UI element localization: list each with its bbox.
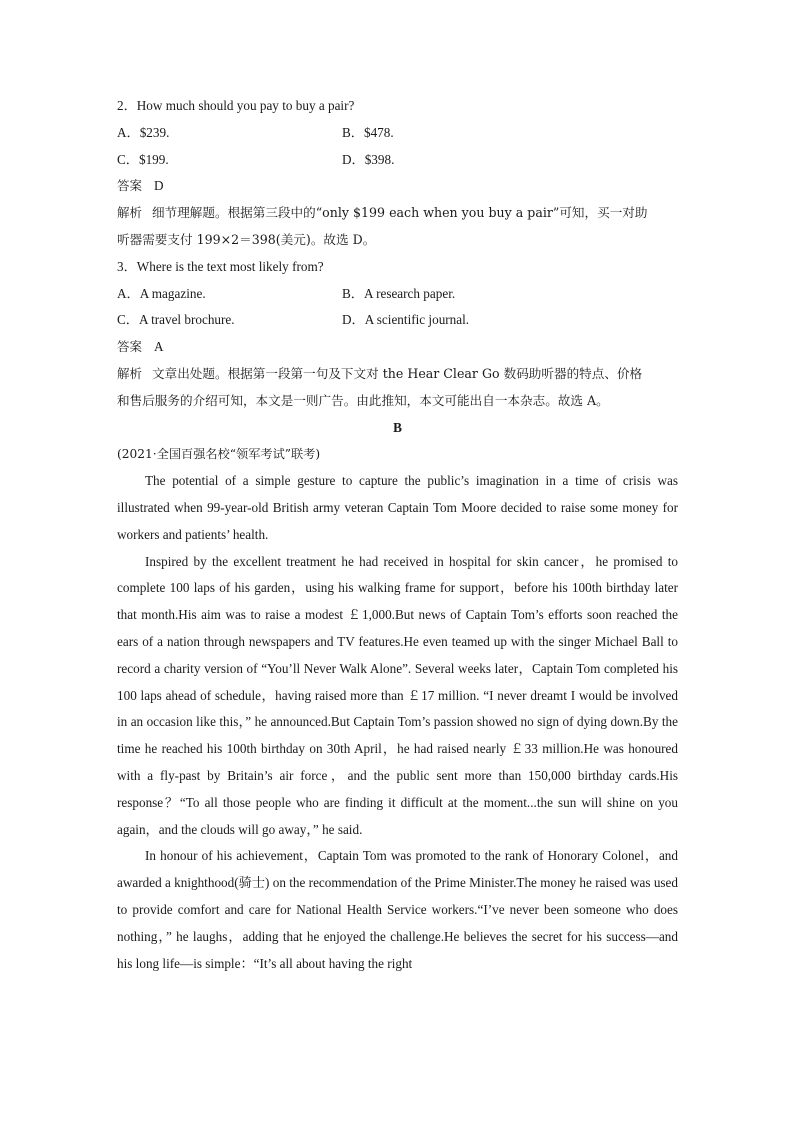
explanation-line <box>117 361 678 388</box>
source-note: (2021·全国百强名校“领军考试”联考) <box>117 447 321 462</box>
answer-value: A <box>154 339 164 355</box>
question-3-options-row-1 <box>117 281 678 308</box>
passage-paragraph-1: The potential of a simple gesture to capture the public’s imagination in a time of crisis was illustrated when 99-year-old British army veteran Captain Tom Moore decided to raise some money for workers and patients’ health. <box>117 473 678 542</box>
question-3-options-row-2 <box>117 307 678 334</box>
passage-paragraph-3: In honour of his achievement，Captain Tom was promoted to the rank of Honorary Colonel，and awarded a knighthood(骑士) on the recommendation of the Prime Minister.The money he raised was used to provide comfort and care for National Health Service workers.“I’ve never been someone who does nothing，” he laughs，adding that he enjoyed the challenge.He believes the secret for his success—and his long life—is simple：“It’s all about having the right <box>117 848 678 971</box>
explanation-text-continued: 和售后服务的介绍可知，本文是一则广告。由此推知，本文可能出自一本杂志。故选 A。 <box>117 392 609 408</box>
option-b: B．A research paper. <box>342 285 456 301</box>
option-a: A．$239. <box>117 124 170 140</box>
option-c: C．$199. <box>117 151 169 167</box>
answer-label: 答案 <box>117 339 143 355</box>
explanation-text: 文章出处题。根据第一段第一句及下文对 the Hear Clear Go 数码助听器的特点、价格 <box>152 365 643 381</box>
explanation-label: 解析 <box>117 205 143 221</box>
explanation-text-continued: 听器需要支付 199×2＝398(美元)。故选 D。 <box>117 231 376 247</box>
explanation-text: 细节理解题。根据第三段中的“only $199 each when you buy a pair”可知，买一对助 <box>152 205 648 221</box>
question-2-options-row-2 <box>117 147 678 174</box>
option-d: D．$398. <box>342 151 395 167</box>
option-c: C．A travel brochure. <box>117 312 235 328</box>
option-a: A．A magazine. <box>117 285 206 301</box>
answer-value: D <box>154 178 164 194</box>
option-d: D．A scientific journal. <box>342 312 470 328</box>
document-page <box>117 93 678 977</box>
answer-line <box>117 173 678 200</box>
answer-label: 答案 <box>117 178 143 194</box>
answer-line <box>117 334 678 361</box>
question-2: 2．How much should you pay to buy a pair? <box>117 98 355 113</box>
option-b: B．$478. <box>342 124 394 140</box>
section-title: B <box>393 419 402 435</box>
passage-paragraph-2: Inspired by the excellent treatment he had received in hospital for skin cancer，he promised to complete 100 laps of his garden，using his walking frame for support，before his 100th birthday later that month.His aim was to raise a modest ￡1,000.But news of Captain Tom’s efforts soon reached the ears of a nation through newspapers and TV features.He even teamed up with the singer Michael Ball to record a charity version of “You’ll Never Walk Alone”. Several weeks later，Captain Tom completed his 100 laps ahead of schedule，having raised more than ￡17 million. “I never dreamt I would be involved in an occasion like this，” he announced.But Captain Tom’s passion showed no sign of dying down.By the time he reached his 100th birthday on 30th April，he had raised nearly ￡33 million.He was honoured with a fly-past by Britain’s air force，and the public sent more than 150,000 birthday cards.His response？“To all those people who are finding it difficult at the moment...the sun will shine on you again，and the clouds will go away，” he said. <box>117 553 678 837</box>
question-2-options-row-1 <box>117 120 678 147</box>
explanation-line <box>117 200 678 227</box>
question-3: 3．Where is the text most likely from? <box>117 258 324 274</box>
explanation-label: 解析 <box>117 365 143 381</box>
